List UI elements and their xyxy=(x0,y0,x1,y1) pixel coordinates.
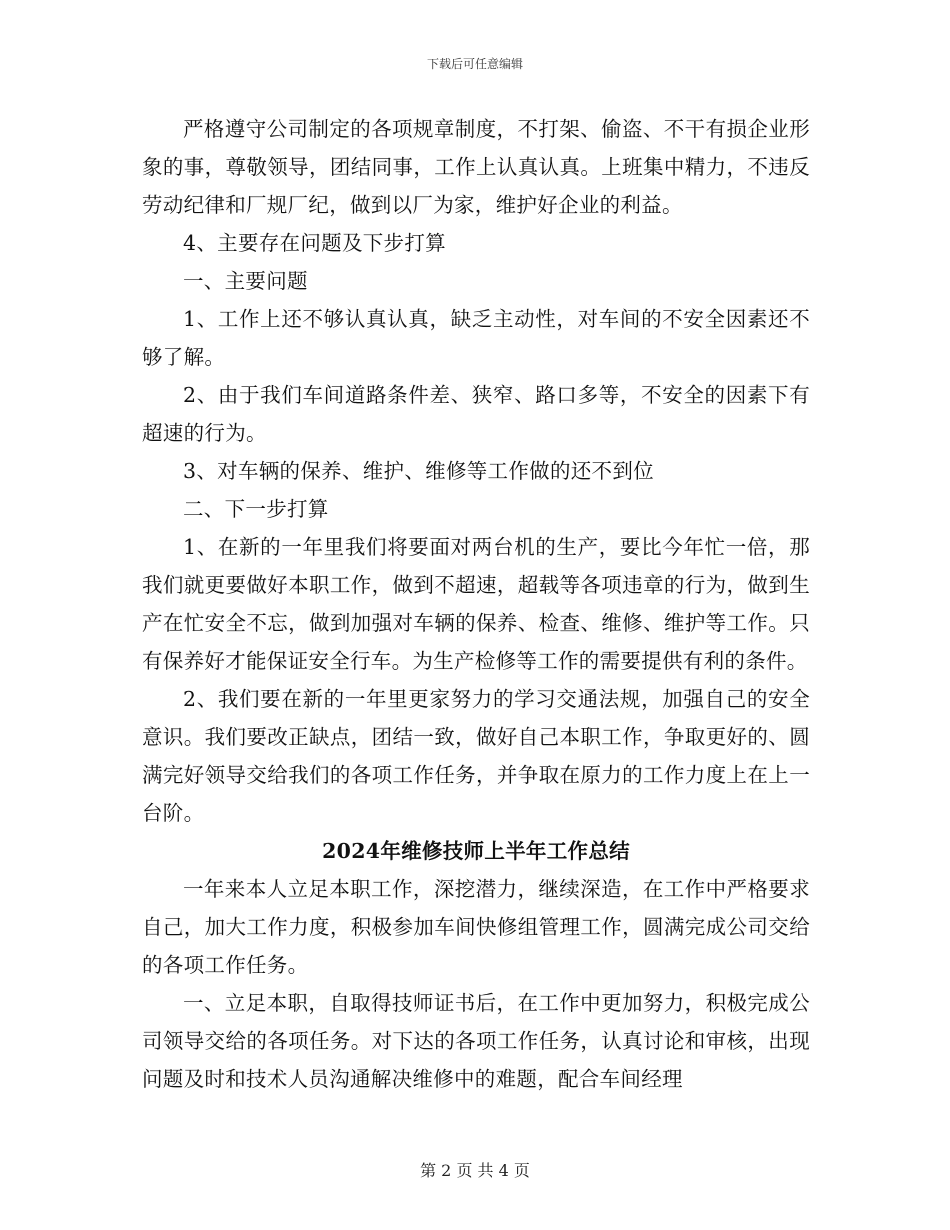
page-header: 下载后可任意编辑 xyxy=(426,57,523,71)
heading-main-problems: 一、主要问题 xyxy=(183,269,308,293)
paragraph-summary-intro: 一年来本人立足本职工作，深挖潜力，继续深造，在工作中严格要求自己，加大工作力度，积极参加车间快修组管理工作，圆满完成公司交给的各项工作任务。 xyxy=(142,877,810,977)
page-number: 第 2 页 共 4 页 xyxy=(420,1161,530,1180)
paragraph-plan-2: 2、我们要在新的一年里更家努力的学习交通法规，加强自己的安全意识。我们要改正缺点，团结一致，做好自己本职工作，争取更好的、圆满完好领导交给我们的各项工作任务，并争取在原力的工作力度上在上一台阶。 xyxy=(142,687,810,825)
paragraph-problem-1: 1、工作上还不够认真认真，缺乏主动性，对车间的不安全因素还不够了解。 xyxy=(142,307,810,369)
document-body xyxy=(142,110,810,1098)
heading-next-steps: 二、下一步打算 xyxy=(183,497,329,521)
paragraph-rules: 严格遵守公司制定的各项规章制度，不打架、偷盗、不干有损企业形象的事，尊敬领导，团结同事，工作上认真认真。上班集中精力，不违反劳动纪律和厂规厂纪，做到以厂为家，维护好企业的利益。 xyxy=(142,117,810,217)
paragraph-plan-1: 1、在新的一年里我们将要面对两台机的生产，要比今年忙一倍，那我们就更要做好本职工作，做到不超速，超载等各项违章的行为，做到生产在忙安全不忘，做到加强对车辆的保养、检查、维修、维护等工作。只有保养好才能保证安全行车。为生产检修等工作的需要提供有利的条件。 xyxy=(142,535,810,673)
paragraph-summary-1: 一、立足本职，自取得技师证书后，在工作中更加努力，积极完成公司领导交给的各项任务。对下达的各项工作任务，认真讨论和审核，出现问题及时和技术人员沟通解决维修中的难题，配合车间经理 xyxy=(142,991,810,1091)
paragraph-problem-3: 3、对车辆的保养、维护、维修等工作做的还不到位 xyxy=(183,459,654,483)
heading-problems-and-plans: 4、主要存在问题及下步打算 xyxy=(183,231,446,255)
paragraph-problem-2: 2、由于我们车间道路条件差、狭窄、路口多等，不安全的因素下有超速的行为。 xyxy=(142,383,810,445)
section-title: 2024年维修技师上半年工作总结 xyxy=(322,839,630,863)
